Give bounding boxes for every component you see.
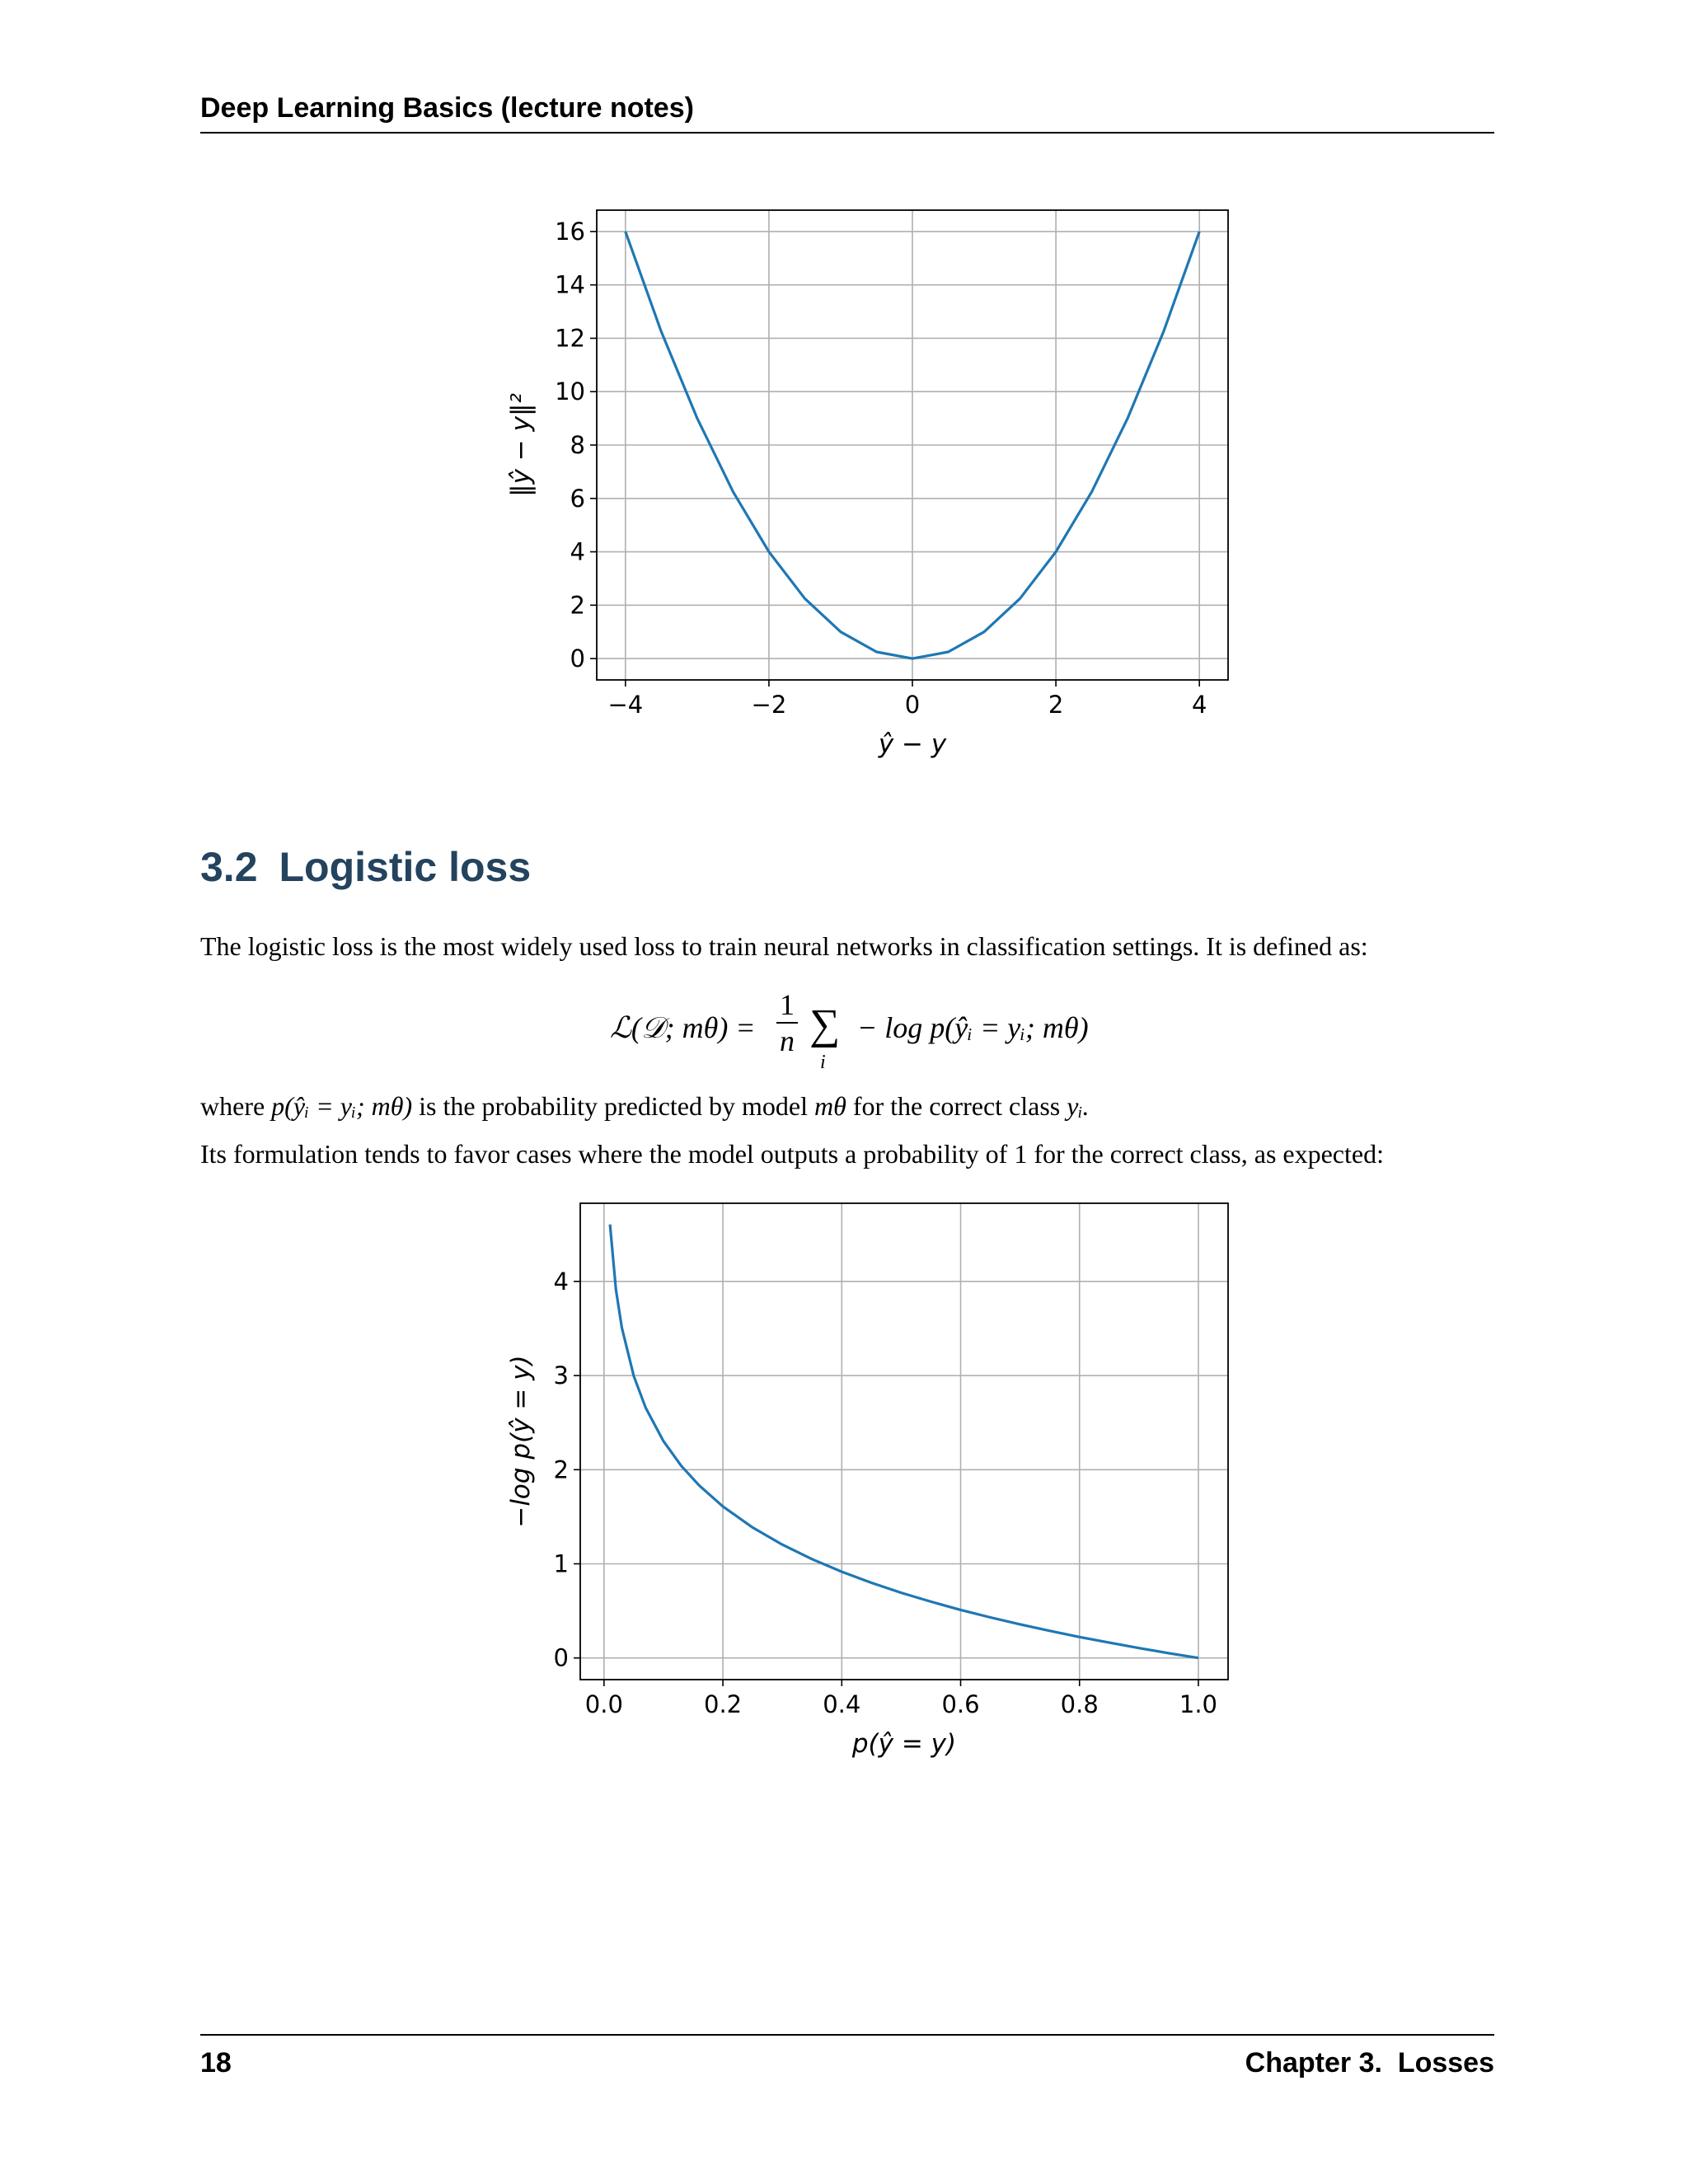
where-model: mθ <box>814 1091 846 1121</box>
x-tick-label: 0.6 <box>941 1690 980 1718</box>
equation-fraction <box>775 987 799 1058</box>
y-tick-label: 0 <box>553 1643 569 1672</box>
equation-lhs: ℒ(𝒟; mθ) = <box>610 1011 756 1044</box>
chart-squared-error-svg <box>495 198 1253 775</box>
paragraph-formulation: Its formulation tends to favor cases where the model outputs a probability of 1 for the correct class, as expected: <box>200 1139 1384 1169</box>
header-title: Deep Learning Basics (lecture notes) <box>200 92 694 124</box>
section-number: 3.2 <box>200 844 258 890</box>
y-tick-label: 2 <box>570 591 585 620</box>
x-tick-label: 0.8 <box>1060 1690 1099 1718</box>
x-tick-label: 4 <box>1191 691 1207 719</box>
y-tick-label: 4 <box>570 537 585 566</box>
section-heading <box>200 842 531 892</box>
y-tick-label: 8 <box>570 431 585 459</box>
y-tick-label: 0 <box>570 644 585 673</box>
paragraph-where <box>200 1090 1090 1122</box>
plot-frame <box>580 1203 1228 1680</box>
x-tick-label: 0.4 <box>823 1690 861 1718</box>
logistic-loss-equation <box>610 987 1137 1078</box>
y-axis-label: −log p(ŷ = y) <box>506 1355 536 1528</box>
x-axis-label: ŷ − y <box>878 729 947 759</box>
y-tick-label: 3 <box>553 1361 569 1390</box>
y-tick-label: 16 <box>555 217 585 246</box>
page-number: 18 <box>200 2047 232 2079</box>
where-mid: is the probability predicted by model <box>419 1091 808 1121</box>
y-tick-label: 2 <box>553 1455 569 1484</box>
y-tick-label: 1 <box>553 1549 569 1578</box>
x-axis-label: p(ŷ = y) <box>851 1729 957 1759</box>
footer-chapter: Chapter 3. Losses <box>1245 2047 1494 2079</box>
x-tick-label: 1.0 <box>1179 1690 1218 1718</box>
equation-numerator: 1 <box>780 988 795 1021</box>
y-axis-label: ‖ŷ − y‖² <box>506 393 536 497</box>
where-prefix: where <box>200 1091 265 1121</box>
chart-squared-error <box>495 198 1253 775</box>
where-end: for the correct class <box>852 1091 1061 1121</box>
where-probability: p(ŷᵢ = yᵢ; mθ) <box>271 1091 413 1121</box>
y-tick-label: 14 <box>555 270 585 299</box>
chart-logistic-loss-svg <box>495 1187 1253 1780</box>
x-tick-label: −4 <box>607 691 644 719</box>
y-tick-label: 12 <box>555 324 585 353</box>
x-tick-label: 0 <box>904 691 921 719</box>
chart-logistic-loss <box>495 1187 1253 1780</box>
x-tick-label: −2 <box>751 691 787 719</box>
sum-symbol: ∑ <box>809 1001 841 1048</box>
paragraph-intro: The logistic loss is the most widely used loss to train neural networks in classification settings. It is defined as: <box>200 931 1368 961</box>
x-tick-label: 2 <box>1048 691 1064 719</box>
where-class: yᵢ. <box>1067 1091 1090 1121</box>
y-tick-label: 4 <box>553 1267 569 1296</box>
section-title: Logistic loss <box>279 844 532 890</box>
running-header <box>200 91 1494 134</box>
equation-denominator: n <box>780 1024 795 1057</box>
series-line <box>610 1225 1198 1658</box>
x-tick-label: 0.2 <box>704 1690 743 1718</box>
running-footer <box>200 2034 1494 2077</box>
sum-index: i <box>820 1052 826 1073</box>
y-tick-label: 6 <box>570 484 585 513</box>
x-tick-label: 0.0 <box>584 1690 623 1718</box>
equation-rhs: − log p(ŷᵢ = yᵢ; mθ) <box>857 1011 1089 1044</box>
y-tick-label: 10 <box>555 377 585 406</box>
